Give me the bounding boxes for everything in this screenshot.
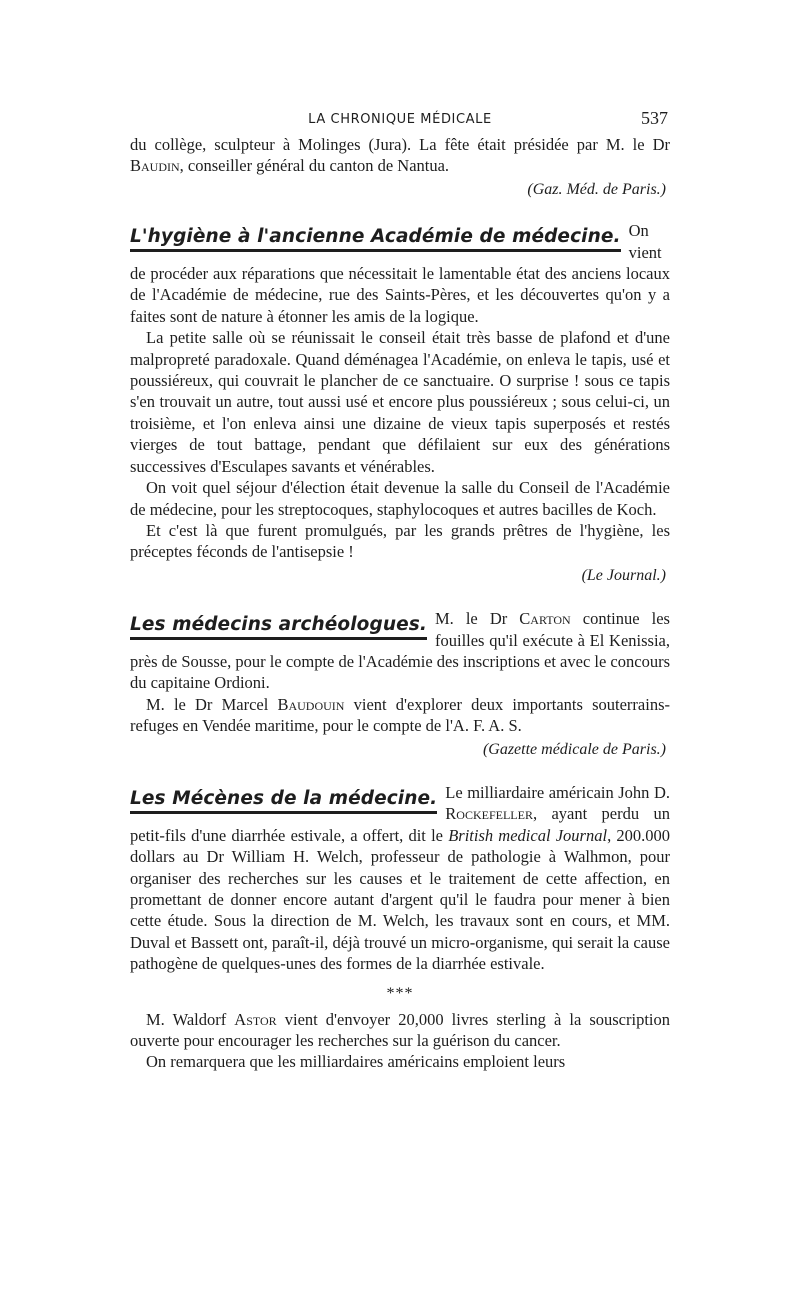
s3-p1-post: , 200.000 dollars au Dr William H. Welch, professeur de pathologie à Walhmon, pour organiser des recherches sur les causes et le traitement de cette affection, en promettant de donner encore autant d'argent qu'il le faudra pour mener à bien cette étude. Sous la direction de M. Welch, les travaux sont en cours, et MM. Duval et Bassett ont, paraît-il, déjà trouvé un micro-organisme, qui serait la cause pathogène de quelques-unes des formes de la diarrhée estivale. (130, 825, 671, 974)
section-hygiene (130, 220, 670, 586)
s2-p2-name: Baudouin (277, 694, 345, 714)
section-hygiene-p3: On voit quel séjour d'élection était devenue la salle du Conseil de l'Académie de médecine, pour les streptocoques, staphylocoques et autres bacilles de Koch. (130, 478, 670, 519)
closing-p2: On remarquera que les milliardaires américains emploient leurs (146, 1052, 566, 1072)
s3-p1-pre: Le milliardaire américain John D. (445, 782, 670, 802)
s2-p1-name: Carton (519, 609, 571, 629)
running-header (130, 108, 670, 134)
intro-text-post: , conseiller général du canton de Nantua. (179, 156, 450, 176)
running-title: LA CHRONIQUE MÉDICALE (308, 112, 492, 127)
section-hygiene-p2: La petite salle où se réunissait le conseil était très basse de plafond et d'une malpropreté paradoxale. Quand déménagea l'Académie, on enleva le tapis, usé et poussiéreux, qui couvrait le plancher de ce sanctuaire. O surprise ! sous ce tapis s'en trouvait un autre, tout aussi usé et encore plus poussiéreux ; sous celui-ci, un troisième, et l'on enleva ainsi une dizaine de vieux tapis superposés et restés vierges de tout battage, pendant que défilaient sur eux des générations successives d'Esculapes savants et vénérables. (130, 328, 670, 476)
s2-p1-pre: M. le Dr (434, 609, 520, 629)
intro-name: Baudin (130, 156, 180, 176)
intro-source: (Gaz. Méd. de Paris.) (527, 180, 666, 198)
section-archeologues-heading: Les médecins archéologues. (130, 614, 427, 640)
s2-p2-pre: M. le Dr Marcel (146, 694, 278, 714)
section-hygiene-p1: On vient de procéder aux réparations que nécessitait le lamentable état des anciens locaux de l'Académie de médecine, rue des Saints-Pères, et les découvertes qu'on y a faites sont de nature à étonner les amis de la logique. (130, 221, 670, 326)
closing-p1 (130, 1009, 670, 1052)
s3-p1-journal: British medical Journal (448, 825, 608, 845)
section-mecenes (130, 782, 670, 975)
section-hygiene-heading: L'hygiène à l'ancienne Académie de médecine. (130, 226, 621, 252)
intro-paragraph (130, 134, 670, 177)
section-separator: *** (386, 984, 414, 1002)
section-archeologues-p2 (130, 694, 670, 737)
intro-text-pre: du collège, sculpteur à Molinges (Jura). La fête était présidée par M. le Dr (130, 135, 670, 154)
s3-p1-name: Rockefeller (445, 804, 533, 824)
section-mecenes-heading: Les Mécènes de la médecine. (130, 788, 437, 814)
page-number: 537 (641, 108, 668, 128)
closing-p1-post: vient d'envoyer 20,000 livres sterling à la souscription ouverte pour encourager les recherches sur la guérison du cancer. (130, 1009, 670, 1051)
closing-p1-pre: M. Waldorf (146, 1009, 235, 1029)
s2-p2-post: vient d'explorer deux importants souterrains-refuges en Vendée maritime, pour le compte de l'A. F. A. S. (130, 694, 670, 736)
section-archeologues (130, 608, 670, 760)
section-hygiene-p4: Et c'est là que furent promulgués, par les grands prêtres de l'hygiène, les préceptes féconds de l'antisepsie ! (130, 520, 670, 562)
closing-p1-name: Astor (234, 1009, 277, 1029)
s3-p1-mid: , ayant perdu un petit-fils d'une diarrhée estivale, a offert, dit le (130, 804, 670, 845)
s2-p1-post: continue les fouilles qu'il exécute à El Kenissia, près de Sousse, pour le compte de l'Académie des inscriptions et avec le concours du capitaine Ordioni. (130, 609, 670, 693)
section-hygiene-source: (Le Journal.) (581, 566, 666, 584)
page (130, 108, 670, 1073)
section-archeologues-source: (Gazette médicale de Paris.) (482, 740, 666, 758)
